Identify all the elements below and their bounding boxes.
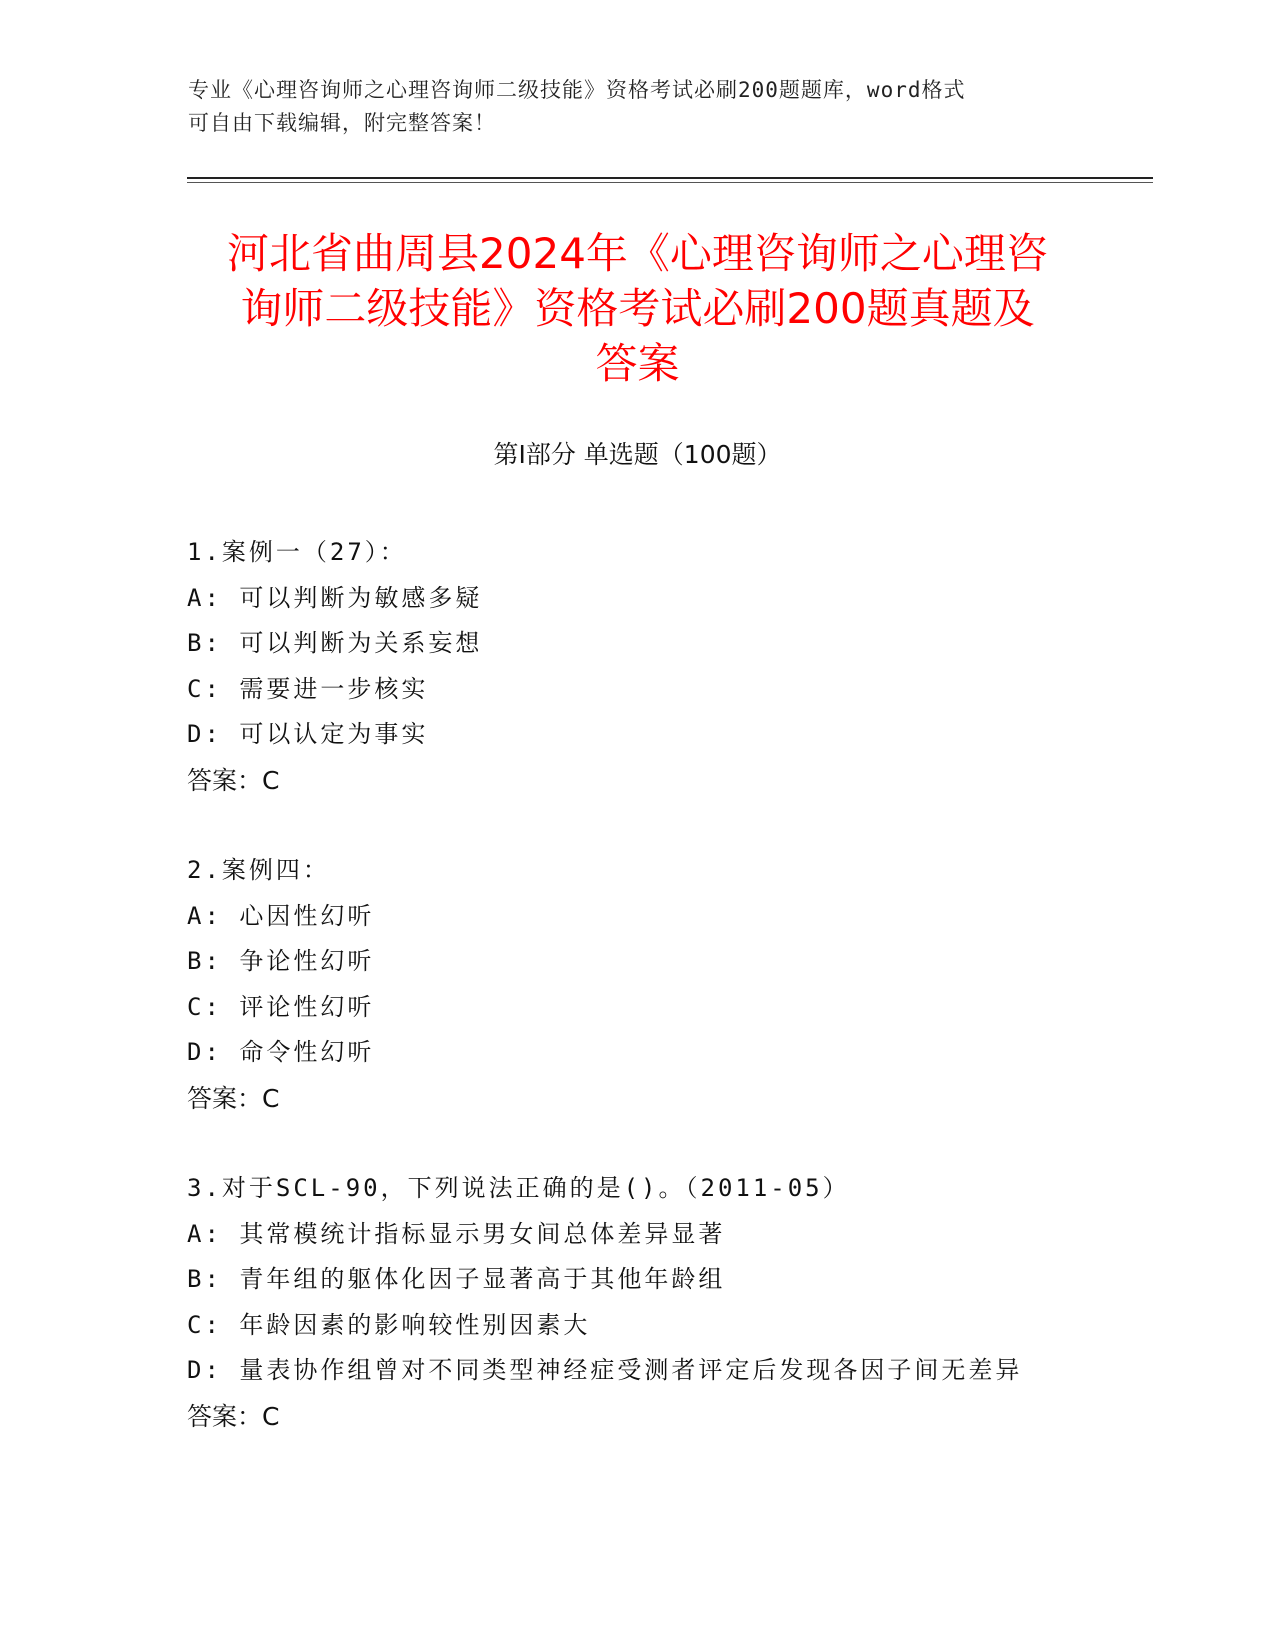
document-title-line-2: 询师二级技能》资格考试必刷200题真题及 <box>240 284 1035 333</box>
document-title <box>150 226 1125 391</box>
option-b: B: 可以判断为关系妄想 <box>187 629 483 657</box>
question-stem: 1.案例一（27）： <box>187 538 407 566</box>
option-a: A: 可以判断为敏感多疑 <box>187 583 483 612</box>
header-divider-thick <box>187 177 1153 179</box>
option-b: B: 青年组的躯体化因子显著高于其他年龄组 <box>187 1265 726 1293</box>
answer: 答案：C <box>187 765 280 795</box>
question-stem: 2.案例四： <box>187 856 330 884</box>
option-c: C: 评论性幻听 <box>187 992 375 1021</box>
document-title-line-3: 答案 <box>595 339 680 388</box>
option-a: A: 其常模统计指标显示男女间总体差异显著 <box>187 1219 726 1248</box>
question-2 <box>187 848 1147 1121</box>
header-note <box>188 74 1088 140</box>
answer: 答案：C <box>187 1401 280 1431</box>
header-divider-thin <box>187 182 1153 183</box>
option-d: D: 可以认定为事实 <box>187 720 429 748</box>
header-note-line-2: 可自由下载编辑，附完整答案！ <box>188 111 496 135</box>
document-title-line-1: 河北省曲周县2024年《心理咨询师之心理咨 <box>227 229 1048 278</box>
question-1 <box>187 530 1147 803</box>
question-list <box>187 530 1147 1484</box>
answer: 答案：C <box>187 1083 280 1113</box>
header-note-line-1: 专业《心理咨询师之心理咨询师二级技能》资格考试必刷200题题库，word格式 <box>188 78 966 102</box>
option-d: D: 命令性幻听 <box>187 1038 375 1066</box>
option-c: C: 需要进一步核实 <box>187 674 429 703</box>
section-heading: 第I部分 单选题（100题） <box>493 440 782 469</box>
question-stem: 3.对于SCL-90，下列说法正确的是()。（2011-05） <box>187 1174 850 1202</box>
question-3 <box>187 1166 1147 1439</box>
option-c: C: 年龄因素的影响较性别因素大 <box>187 1310 591 1339</box>
option-d: D: 量表协作组曾对不同类型神经症受测者评定后发现各因子间无差异 <box>187 1356 1023 1384</box>
option-b: B: 争论性幻听 <box>187 947 375 975</box>
option-a: A: 心因性幻听 <box>187 901 375 930</box>
